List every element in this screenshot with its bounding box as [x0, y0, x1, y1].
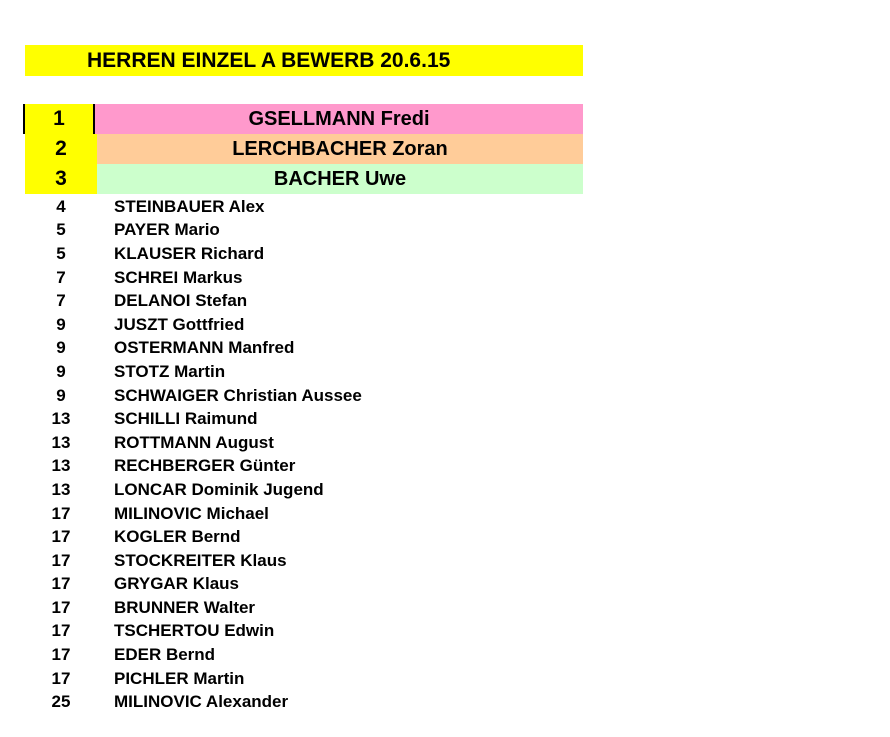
list-item-rank: 4 — [56, 196, 66, 216]
list-item-name: DELANOI Stefan — [114, 291, 248, 311]
list-item-rank: 9 — [56, 361, 66, 381]
results-list — [25, 195, 625, 714]
list-item-name: KLAUSER Richard — [114, 243, 265, 263]
list-item-rank: 17 — [51, 550, 71, 570]
podium-rank: 3 — [25, 164, 97, 194]
list-item — [25, 525, 625, 549]
list-item — [25, 289, 625, 313]
podium-rank: 2 — [25, 134, 97, 164]
list-item-rank: 17 — [51, 621, 71, 641]
list-item — [25, 337, 625, 361]
list-item — [25, 620, 625, 644]
list-item-rank: 13 — [51, 456, 71, 476]
list-item-rank: 5 — [56, 220, 66, 240]
list-item — [25, 478, 625, 502]
list-item-rank: 9 — [56, 385, 66, 405]
list-item-rank: 17 — [51, 668, 71, 688]
list-item-name: LONCAR Dominik Jugend — [114, 479, 324, 499]
list-item-rank: 17 — [51, 503, 71, 523]
list-item-rank: 17 — [51, 574, 71, 594]
list-item-rank: 7 — [56, 291, 66, 311]
list-item-name: TSCHERTOU Edwin — [114, 621, 275, 641]
list-item-name: SCHWAIGER Christian Aussee — [114, 385, 362, 405]
list-item — [25, 549, 625, 573]
podium-rank: 1 — [23, 104, 95, 134]
list-item — [25, 407, 625, 431]
podium-name: LERCHBACHER Zoran — [97, 134, 583, 164]
list-item — [25, 573, 625, 597]
list-item-name: OSTERMANN Manfred — [114, 338, 295, 358]
podium-name: GSELLMANN Fredi — [95, 104, 583, 134]
list-item-name: RECHBERGER Günter — [114, 456, 296, 476]
list-item-rank: 25 — [51, 692, 71, 712]
list-item-rank: 17 — [51, 597, 71, 617]
list-item-rank: 17 — [51, 645, 71, 665]
list-item — [25, 667, 625, 691]
list-item — [25, 360, 625, 384]
list-item — [25, 219, 625, 243]
list-item-rank: 7 — [56, 267, 66, 287]
list-item-name: BRUNNER Walter — [114, 597, 256, 617]
list-item-name: STEINBAUER Alex — [114, 196, 265, 216]
list-item-rank: 5 — [56, 243, 66, 263]
podium-table — [25, 104, 583, 194]
list-item — [25, 313, 625, 337]
list-item-rank: 13 — [51, 479, 71, 499]
list-item-rank: 9 — [56, 314, 66, 334]
list-item-name: ROTTMANN August — [114, 432, 274, 452]
list-item-rank: 9 — [56, 338, 66, 358]
list-item — [25, 431, 625, 455]
list-item — [25, 266, 625, 290]
podium-row-second — [25, 134, 583, 164]
list-item-name: EDER Bernd — [114, 645, 216, 665]
list-item-name: PICHLER Martin — [114, 668, 245, 688]
list-item-rank: 17 — [51, 527, 71, 547]
list-item-name: SCHREI Markus — [114, 267, 243, 287]
list-item-name: PAYER Mario — [114, 220, 220, 240]
list-item-name: MILINOVIC Alexander — [114, 692, 289, 712]
list-item — [25, 643, 625, 667]
list-item-name: STOTZ Martin — [114, 361, 226, 381]
list-item — [25, 384, 625, 408]
list-item-name: KOGLER Bernd — [114, 527, 241, 547]
podium-row-first — [25, 104, 583, 134]
podium-row-third — [25, 164, 583, 194]
list-item-name: STOCKREITER Klaus — [114, 550, 287, 570]
list-item — [25, 596, 625, 620]
list-item-name: SCHILLI Raimund — [114, 409, 258, 429]
list-item-rank: 13 — [51, 409, 71, 429]
list-item — [25, 502, 625, 526]
list-item-name: JUSZT Gottfried — [114, 314, 245, 334]
page-title: HERREN EINZEL A BEWERB 20.6.15 — [25, 45, 583, 76]
list-item — [25, 455, 625, 479]
list-item — [25, 242, 625, 266]
list-item-rank: 13 — [51, 432, 71, 452]
list-item-name: MILINOVIC Michael — [114, 503, 269, 523]
podium-name: BACHER Uwe — [97, 164, 583, 194]
list-item — [25, 690, 625, 714]
list-item-name: GRYGAR Klaus — [114, 574, 240, 594]
list-item — [25, 195, 625, 219]
